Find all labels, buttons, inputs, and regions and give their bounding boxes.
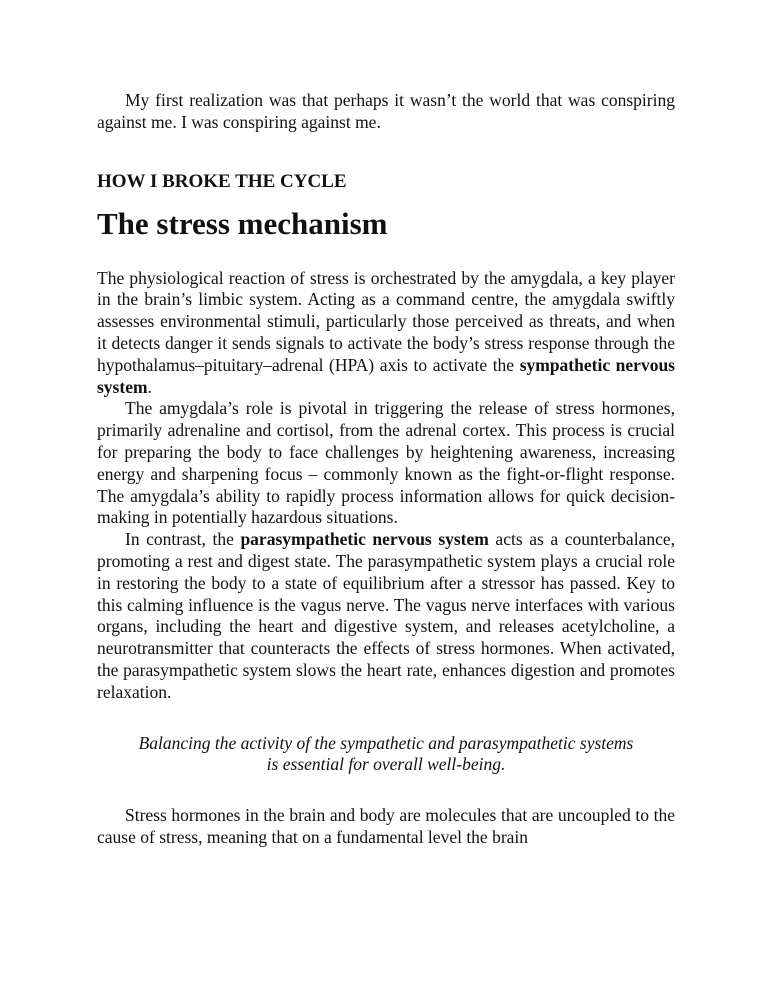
paragraph-parasympathetic: [97, 529, 675, 703]
paragraph-text: The physiological reaction of stress is orchestrated by the amygdala, a key player in the brain’s limbic system. Acting as a command centre, the amygdala swiftly assesses environmental stimuli, particularly those perceived as threats, and when it detects danger it sends signals to activate the body’s stress response through the hypothalamus–pituitary–adrenal (HPA) axis to activate the: [97, 267, 675, 375]
paragraph-stress-hormones: The amygdala’s role is pivotal in triggering the release of stress hormones, primarily adrenaline and cortisol, from the adrenal cortex. This process is crucial for preparing the body to face challenges by heightening awareness, increasing energy and sharpening focus – commonly known as the fight-or-flight response. The amygdala’s ability to rapidly process information allows for quick decision-making in potentially hazardous situations.: [97, 398, 675, 528]
paragraph-text-end: .: [147, 376, 152, 397]
bold-term-parasympathetic: parasympathetic nervous system: [240, 529, 489, 550]
pull-quote: [97, 733, 675, 777]
pull-quote-line-2: is essential for overall well-being.: [266, 754, 506, 775]
chapter-heading: The stress mechanism: [97, 205, 388, 241]
paragraph-amygdala: [97, 268, 675, 399]
paragraph-uncoupled: Stress hormones in the brain and body are molecules that are uncoupled to the cause of stress, meaning that on a fundamental level the brain: [97, 805, 675, 847]
intro-paragraph: My first realization was that perhaps it wasn’t the world that was conspiring against me. I was conspiring against me.: [97, 90, 675, 132]
paragraph-text: In contrast, the: [125, 529, 241, 550]
bold-term-sympathetic: sympathetic nervous system: [97, 354, 675, 397]
body-text: [97, 268, 675, 704]
book-page: [97, 90, 675, 849]
paragraph-text-end: acts as a counterbalance, promoting a rest and digest state. The parasympathetic system plays a crucial role in restoring the body to a state of equilibrium after a stressor has passed. Key to this calming influence is the vagus nerve. The vagus nerve interfaces with various organs, including the heart and digestive system, and releases acetylcholine, a neurotransmitter that counteracts the effects of stress hormones. When activated, the parasympathetic system slows the heart rate, enhances digestion and promotes relaxation.: [97, 529, 675, 702]
pull-quote-line-1: Balancing the activity of the sympathetic and parasympathetic systems: [138, 732, 634, 753]
section-label: HOW I BROKE THE CYCLE: [97, 170, 347, 192]
